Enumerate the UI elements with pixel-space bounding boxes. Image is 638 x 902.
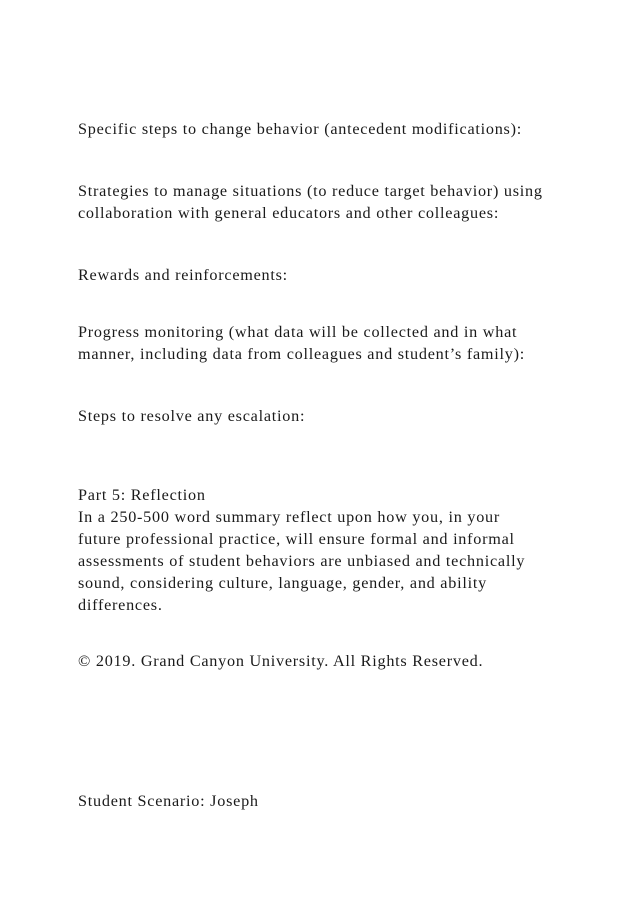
copyright-notice: © 2019. Grand Canyon University. All Rights Reserved. [78, 652, 484, 670]
reflection-line-5: differences. [78, 596, 163, 614]
progress-monitoring-line-2: manner, including data from colleagues and student’s family): [78, 345, 525, 363]
reflection-line-1: In a 250-500 word summary reflect upon how you, in your [78, 508, 501, 526]
student-scenario-title: Student Scenario: Joseph [78, 792, 259, 810]
progress-monitoring-line-1: Progress monitoring (what data will be collected and in what [78, 323, 518, 341]
rewards-heading: Rewards and reinforcements: [78, 266, 288, 284]
reflection-line-4: sound, considering culture, language, gender, and ability [78, 574, 487, 592]
reflection-line-3: assessments of student behaviors are unbiased and technically [78, 552, 526, 570]
strategies-heading-line-1: Strategies to manage situations (to reduce target behavior) using [78, 182, 543, 200]
strategies-heading-line-2: collaboration with general educators and other colleagues: [78, 204, 500, 222]
antecedent-modifications-heading: Specific steps to change behavior (antecedent modifications): [78, 120, 522, 138]
reflection-line-2: future professional practice, will ensure formal and informal [78, 530, 515, 548]
part5-title: Part 5: Reflection [78, 486, 206, 504]
escalation-heading: Steps to resolve any escalation: [78, 407, 306, 425]
